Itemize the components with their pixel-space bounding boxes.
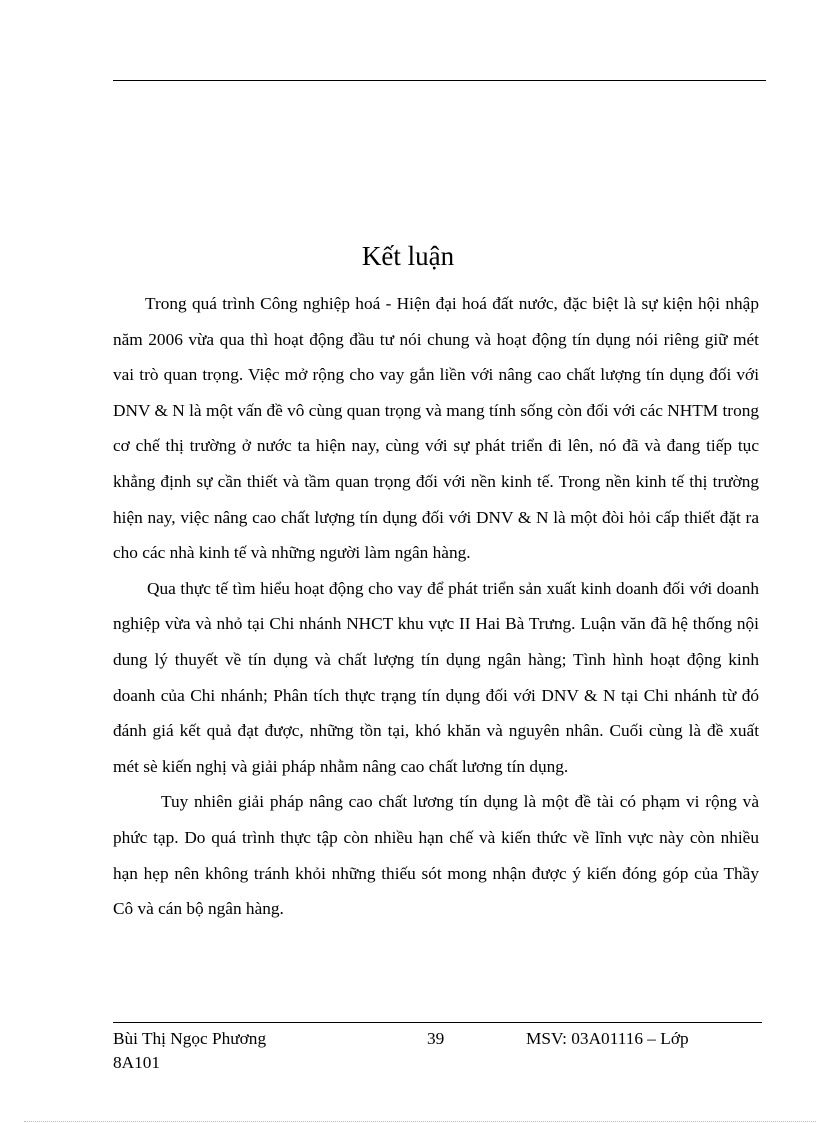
paragraph-1: Trong quá trình Công nghiệp hoá - Hiện đại hoá đất nước, đặc biệt là sự kiện hội nhập năm 2006 vừa qua thì hoạt động đầu tư nói chung và hoạt động tín dụng nói riêng giữ mét vai trò quan trọng. Việc mở rộng cho vay gắn liền với nâng cao chất lượng tín dụng đối với DNV & N là một vấn đề vô cùng quan trọng và mang tính sống còn đối với các NHTM trong cơ chế thị trường ở nước ta hiện nay, cùng với sự phát triển đi lên, nó đã và đang tiếp tục khẳng định sự cần thiết và tầm quan trọng đối với nền kinh tế. Trong nền kinh tế thị trường hiện nay, việc nâng cao chất lượng tín dụng đối với DNV & N là một đòi hỏi cấp thiết đặt ra cho các nhà kinh tế và những người làm ngân hàng. [113,294,759,563]
paragraph-2: Qua thực tế tìm hiểu hoạt động cho vay để phát triển sản xuất kinh doanh đối với doanh nghiệp vừa và nhỏ tại Chi nhánh NHCT khu vực II Hai Bà Trưng. Luận văn đã hệ thống nội dung lý thuyết về tín dụng và chất lượng tín dụng ngân hàng; Tình hình hoạt động kinh doanh của Chi nhánh; Phân tích thực trạng tín dụng đối với DNV & N tại Chi nhánh từ đó đánh giá kết quả đạt được, những tồn tại, khó khăn và nguyên nhân. Cuối cùng là đề xuất mét sè kiến nghị và giải pháp nhằm nâng cao chất lương tín dụng. [113,578,759,776]
footer-author: Bùi Thị Ngọc Phương [113,1029,267,1048]
footer-student-id: MSV: 03A01116 – Lớp [526,1029,689,1048]
footer-rule [113,1022,762,1023]
page-edge-dots [24,1121,816,1122]
footer-page-number: 39 [427,1029,445,1048]
footer-class-code: 8A101 [113,1053,161,1072]
document-body [113,286,759,927]
header-rule [113,80,766,81]
page-title: Kết luận [361,241,455,271]
paragraph-3: Tuy nhiên giải pháp nâng cao chất lương tín dụng là một đề tài có phạm vi rộng và phức tạp. Do quá trình thực tập còn nhiều hạn chế và kiến thức về lĩnh vực này còn nhiều hạn hẹp nên không tránh khỏi những thiếu sót mong nhận được ý kiến đóng góp của Thầy Cô và cán bộ ngân hàng. [113,792,759,919]
